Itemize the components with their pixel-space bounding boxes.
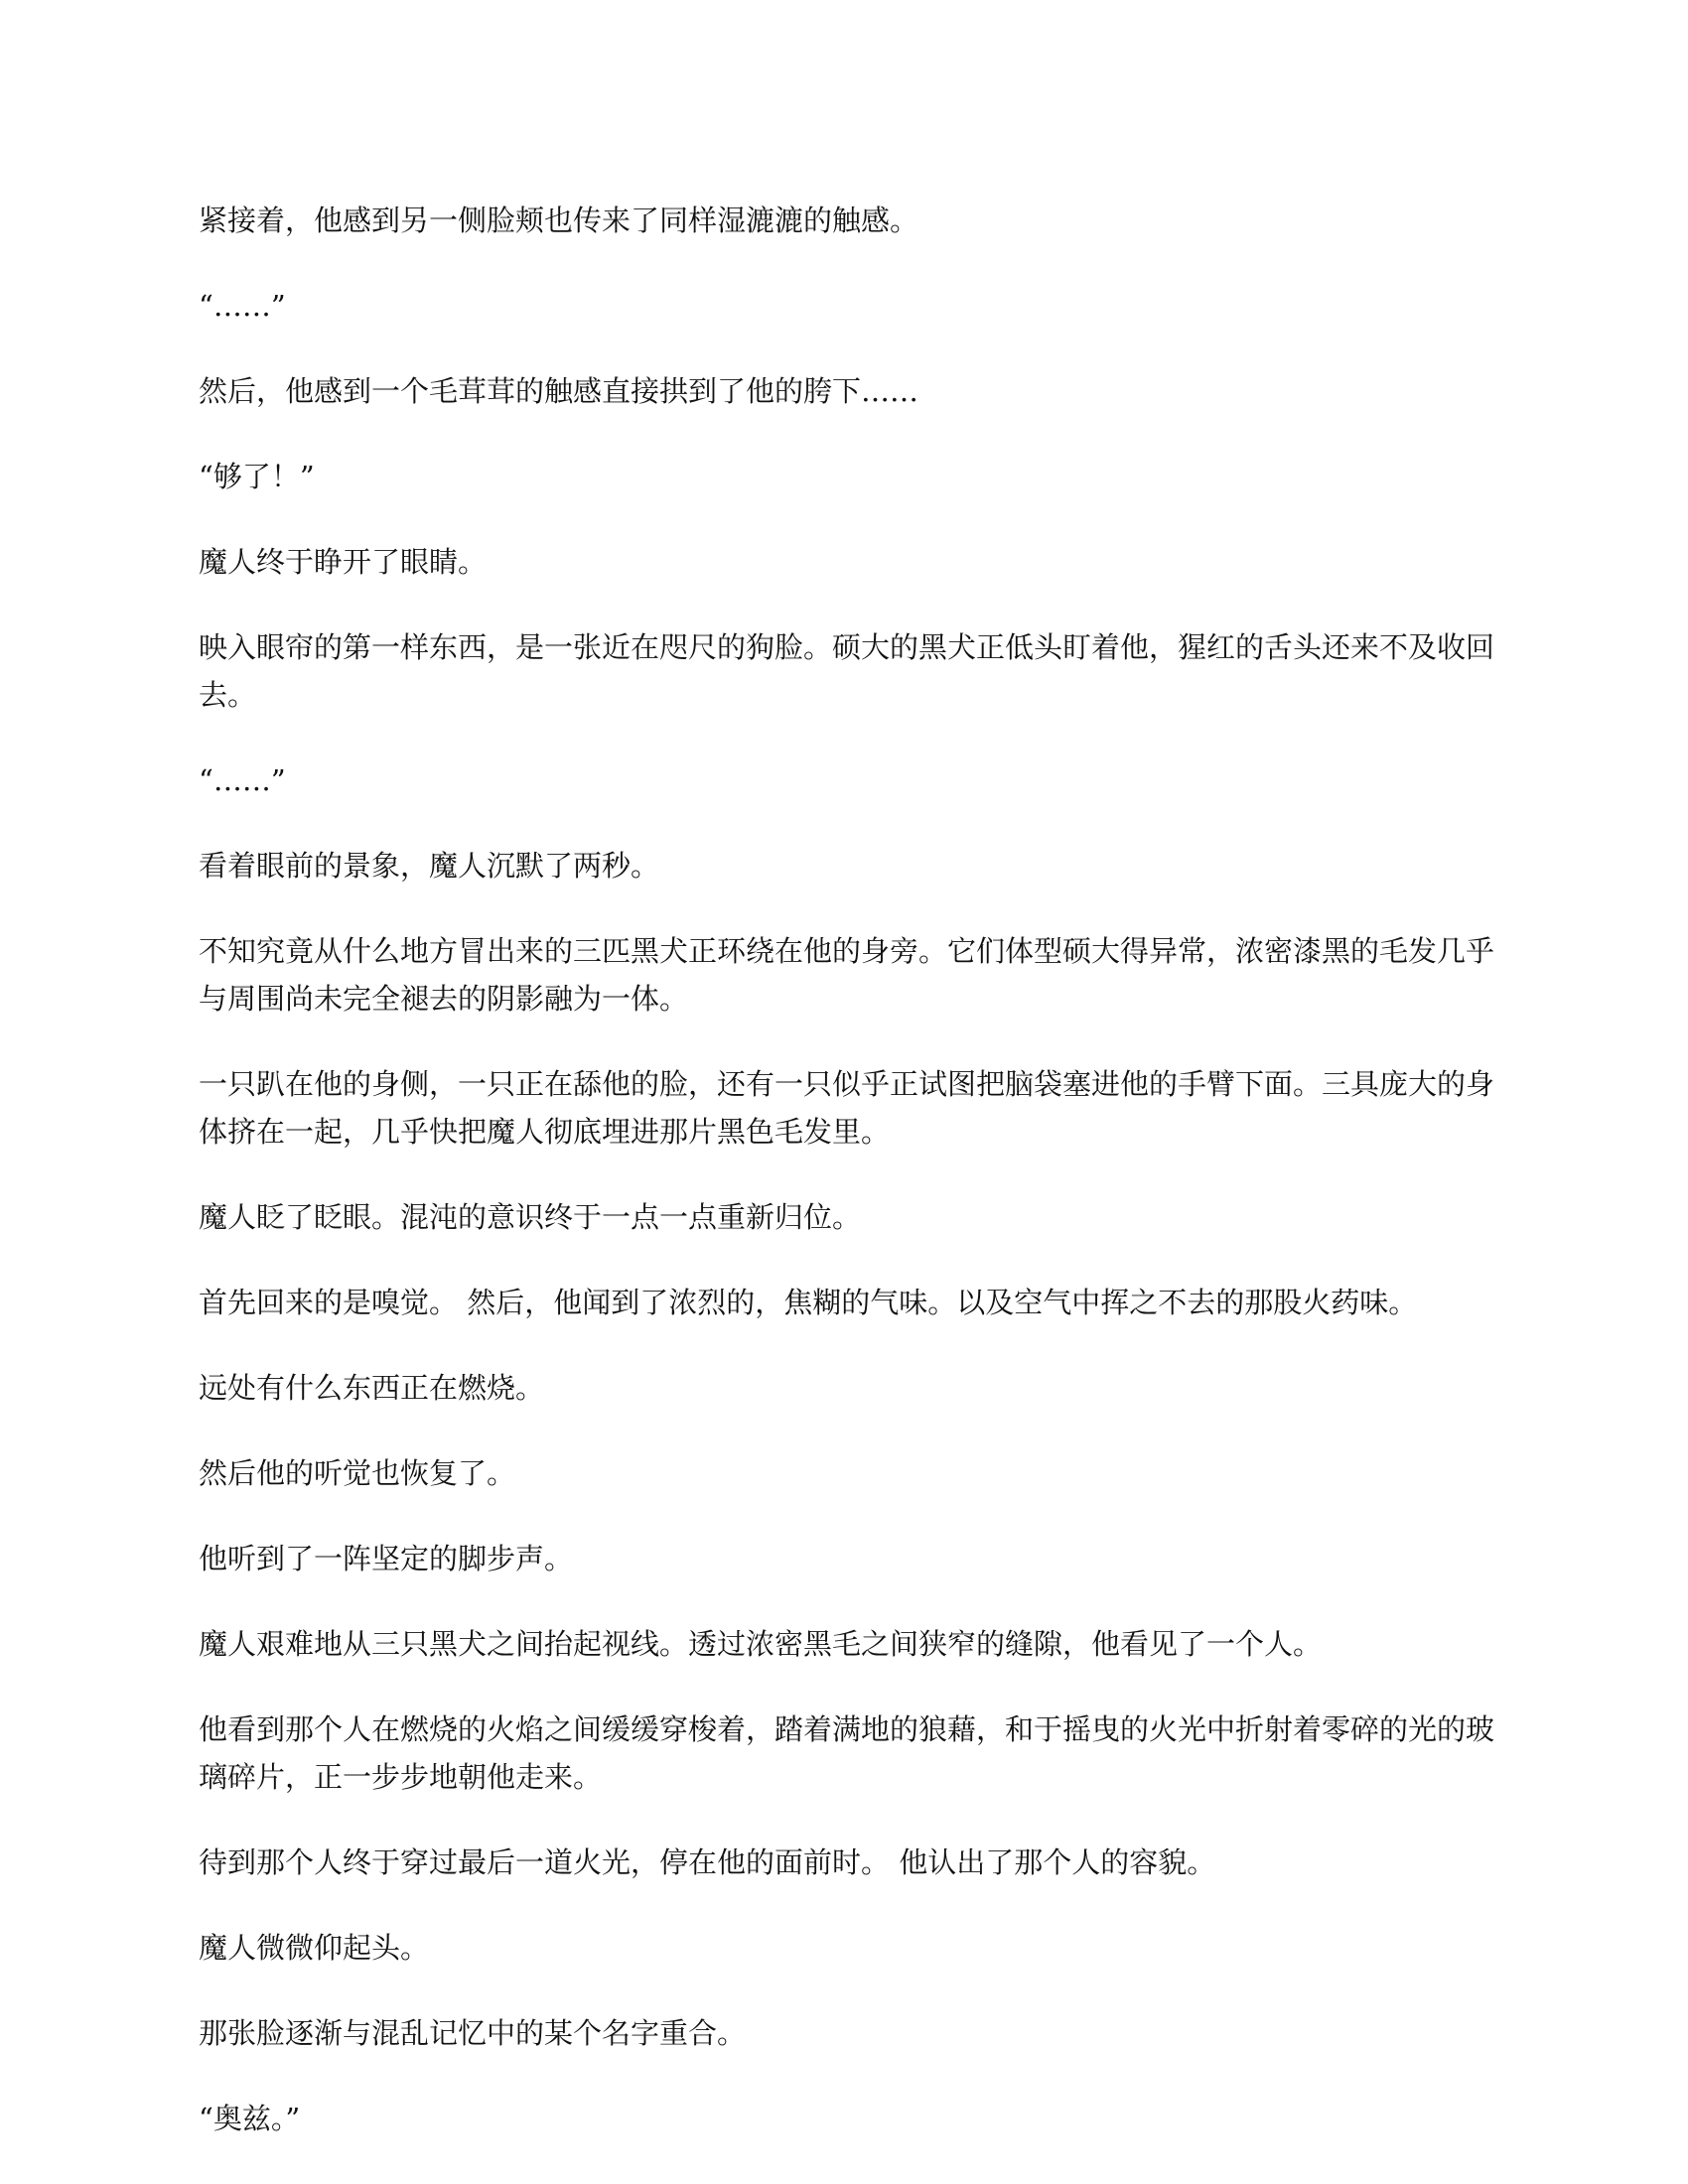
paragraph-19: 魔人微微仰起头。 <box>199 1931 430 1965</box>
body-text <box>199 197 1499 2180</box>
paragraph-15: 他听到了一阵坚定的脚步声。 <box>199 1542 574 1575</box>
paragraph-2: “……” <box>199 289 286 323</box>
paragraph-4: “够了！” <box>199 460 315 493</box>
paragraph-20: 那张脸逐渐与混乱记忆中的某个名字重合。 <box>199 2016 747 2050</box>
paragraph-10: 一只趴在他的身侧，一只正在舔他的脸，还有一只似乎正试图把脑袋塞进他的手臂下面。三具庞大的身体挤在一起，几乎快把魔人彻底埋进那片黑色毛发里。 <box>199 1067 1495 1149</box>
paragraph-13: 远处有什么东西正在燃烧。 <box>199 1371 545 1405</box>
paragraph-6: 映入眼帘的第一样东西，是一张近在咫尺的狗脸。硕大的黑犬正低头盯着他，猩红的舌头还来不及收回去。 <box>199 630 1495 712</box>
paragraph-16: 魔人艰难地从三只黑犬之间抬起视线。透过浓密黑毛之间狭窄的缝隙，他看见了一个人。 <box>199 1627 1323 1661</box>
paragraph-21: “奥兹。” <box>199 2102 301 2135</box>
paragraph-3: 然后，他感到一个毛茸茸的触感直接拱到了他的胯下…… <box>199 374 919 408</box>
paragraph-7: “……” <box>199 763 286 797</box>
paragraph-12: 首先回来的是嗅觉。 然后，他闻到了浓烈的，焦糊的气味。以及空气中挥之不去的那股火药味。 <box>199 1286 1418 1319</box>
paragraph-18: 待到那个人终于穿过最后一道火光，停在他的面前时。 他认出了那个人的容貌。 <box>199 1845 1216 1879</box>
paragraph-8: 看着眼前的景象，魔人沉默了两秒。 <box>199 849 660 883</box>
paragraph-9: 不知究竟从什么地方冒出来的三匹黑犬正环绕在他的身旁。它们体型硕大得异常，浓密漆黑的毛发几乎与周围尚未完全褪去的阴影融为一体。 <box>199 934 1495 1016</box>
paragraph-1: 紧接着，他感到另一侧脸颊也传来了同样湿漉漉的触感。 <box>199 204 919 237</box>
paragraph-11: 魔人眨了眨眼。混沌的意识终于一点一点重新归位。 <box>199 1200 862 1234</box>
paragraph-14: 然后他的听觉也恢复了。 <box>199 1456 516 1490</box>
paragraph-5: 魔人终于睁开了眼睛。 <box>199 545 488 579</box>
paragraph-17: 他看到那个人在燃烧的火焰之间缓缓穿梭着，踏着满地的狼藉，和于摇曳的火光中折射着零碎的光的玻璃碎片，正一步步地朝他走来。 <box>199 1712 1495 1794</box>
